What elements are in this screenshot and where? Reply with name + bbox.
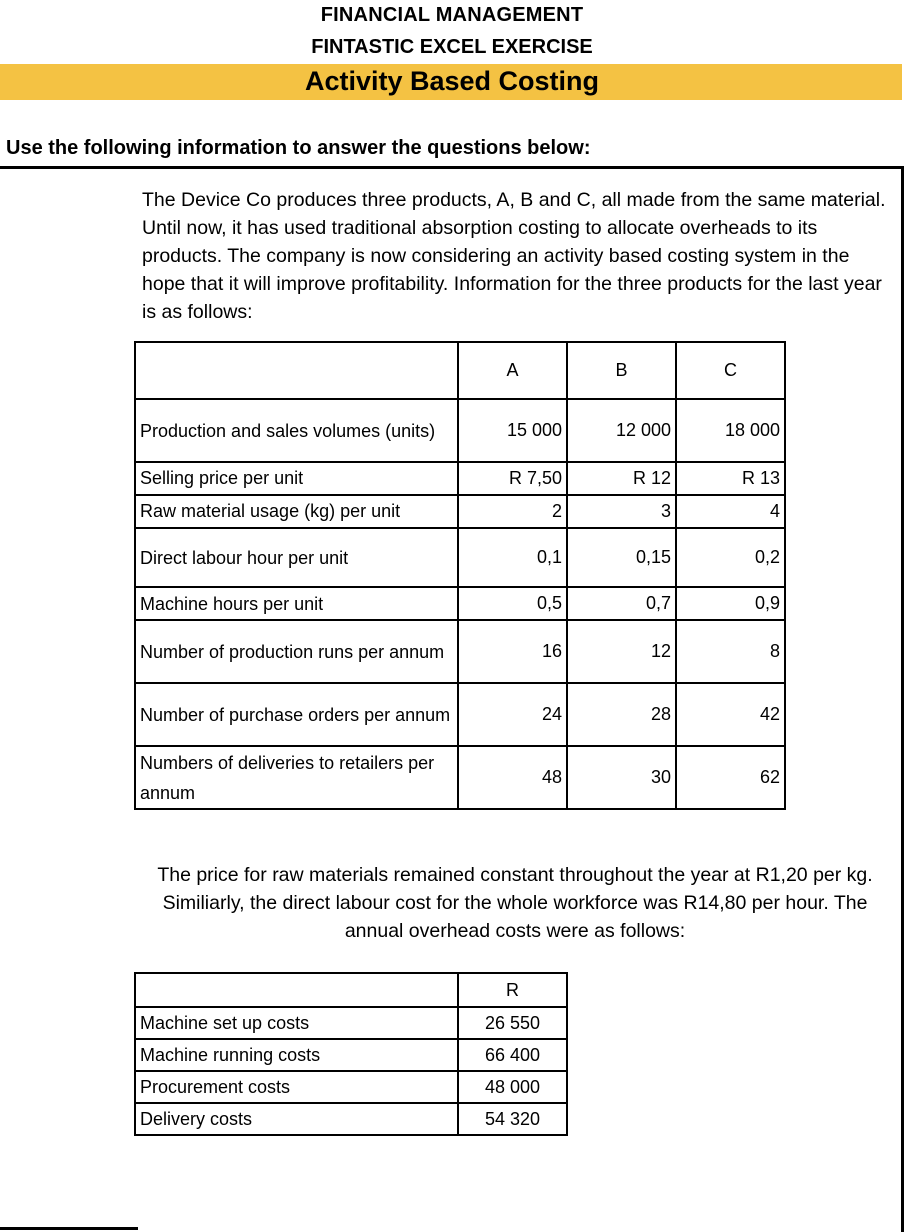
cell-value: 54 320 [458, 1103, 567, 1135]
row-label: Machine running costs [135, 1039, 458, 1071]
header-cell-r: R [458, 973, 567, 1007]
header-cell-b: B [567, 342, 676, 399]
cell-a: 16 [458, 620, 567, 683]
cell-b: 30 [567, 746, 676, 809]
intro-paragraph: The Device Co produces three products, A, B and C, all made from the same material. Until now, it has used traditional absorption costing to allocate overheads to its products. The company is now considering an activity based costing system in the hope that it will improve profitability. Information for the three products for the last year is as follows: [142, 189, 886, 323]
cell-a: 15 000 [458, 399, 567, 462]
cell-c: R 13 [676, 462, 785, 495]
overheads-table [134, 972, 568, 1136]
row-label: Procurement costs [135, 1071, 458, 1103]
cell-c: 0,2 [676, 528, 785, 587]
page-title [0, 66, 904, 97]
cell-c: 62 [676, 746, 785, 809]
cell-value: 26 550 [458, 1007, 567, 1039]
table-row [135, 399, 785, 462]
row-label: Direct labour hour per unit [135, 528, 458, 587]
cell-value: 66 400 [458, 1039, 567, 1071]
cost-info-paragraph: The price for raw materials remained constant throughout the year at R1,20 per kg. Similiarly, the direct labour cost for the whole workforce was R14,80 per hour. The annual overhead costs were as follows: [157, 864, 873, 942]
cell-c: 4 [676, 495, 785, 528]
row-label: Number of production runs per annum [135, 620, 458, 683]
exercise-title: FINTASTIC EXCEL EXERCISE [311, 36, 593, 58]
table-header-row [135, 973, 567, 1007]
cell-c: 42 [676, 683, 785, 746]
cell-b: R 12 [567, 462, 676, 495]
cell-b: 12 [567, 620, 676, 683]
cell-a: 0,1 [458, 528, 567, 587]
cell-c: 0,9 [676, 587, 785, 620]
cell-b: 3 [567, 495, 676, 528]
table-row [135, 1103, 567, 1135]
cell-b: 28 [567, 683, 676, 746]
row-label: Raw material usage (kg) per unit [135, 495, 458, 528]
cell-a: 2 [458, 495, 567, 528]
row-label: Delivery costs [135, 1103, 458, 1135]
cell-a: 0,5 [458, 587, 567, 620]
page-title-text: Activity Based Costing [304, 66, 600, 96]
row-label: Machine hours per unit [135, 587, 458, 620]
cell-a: 48 [458, 746, 567, 809]
row-label: Production and sales volumes (units) [135, 399, 458, 462]
table-row [135, 683, 785, 746]
cell-b: 0,15 [567, 528, 676, 587]
cell-c: 18 000 [676, 399, 785, 462]
header-cell-a: A [458, 342, 567, 399]
cell-b: 12 000 [567, 399, 676, 462]
cell-a: 24 [458, 683, 567, 746]
frame-top-border [0, 166, 904, 169]
table-row [135, 1071, 567, 1103]
table-row [135, 462, 785, 495]
table-row [135, 495, 785, 528]
table-row [135, 1039, 567, 1071]
table-row [135, 746, 785, 809]
table-row [135, 587, 785, 620]
row-label: Machine set up costs [135, 1007, 458, 1039]
products-table [134, 341, 786, 810]
cell-a: R 7,50 [458, 462, 567, 495]
header-cell-blank [135, 973, 458, 1007]
table-header-row [135, 342, 785, 399]
course-title: FINANCIAL MANAGEMENT [320, 4, 584, 26]
table-row [135, 1007, 567, 1039]
cell-value: 48 000 [458, 1071, 567, 1103]
cell-c: 8 [676, 620, 785, 683]
cell-b: 0,7 [567, 587, 676, 620]
header-cell-blank [135, 342, 458, 399]
row-label: Selling price per unit [135, 462, 458, 495]
row-label: Number of purchase orders per annum [135, 683, 458, 746]
table-row [135, 528, 785, 587]
instruction-heading: Use the following information to answer the questions below: [6, 137, 591, 159]
row-label: Numbers of deliveries to retailers per annum [135, 746, 458, 809]
table-row [135, 620, 785, 683]
frame-bottom-border [0, 1227, 138, 1230]
header-cell-c: C [676, 342, 785, 399]
